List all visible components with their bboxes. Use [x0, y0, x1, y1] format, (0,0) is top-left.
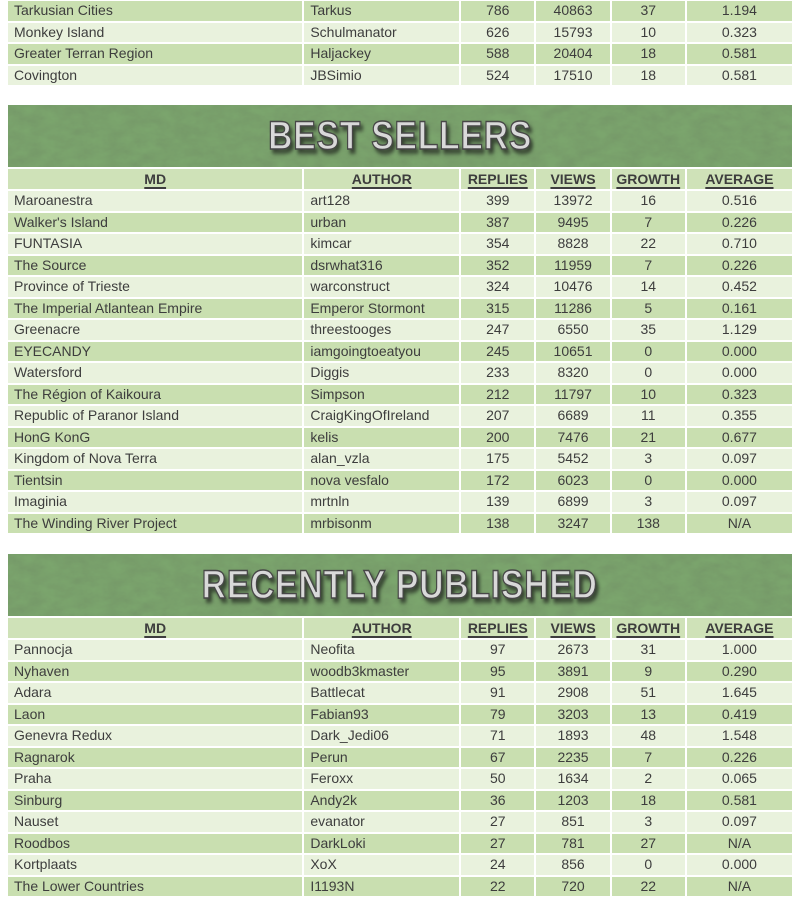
cell-md: The Région of Kaikoura — [8, 385, 304, 405]
cell-views: 20404 — [536, 44, 611, 64]
table-row — [8, 791, 792, 813]
cell-average: N/A — [687, 834, 792, 854]
cell-views: 720 — [536, 877, 611, 897]
cell-md: Maroanestra — [8, 191, 304, 211]
cell-growth: 22 — [612, 877, 687, 897]
cell-author: Perun — [304, 748, 461, 768]
best-sellers-body — [8, 191, 792, 535]
cell-average: 0.000 — [687, 363, 792, 383]
cell-average: 0.323 — [687, 23, 792, 43]
cell-growth: 35 — [612, 320, 687, 340]
cell-md: HonG KonG — [8, 428, 304, 448]
cell-replies: 95 — [461, 662, 536, 682]
cell-author: Battlecat — [304, 683, 461, 703]
cell-views: 2673 — [536, 640, 611, 660]
cell-replies: 588 — [461, 44, 536, 64]
table-row — [8, 234, 792, 256]
cell-growth: 3 — [612, 449, 687, 469]
table-row — [8, 320, 792, 342]
column-header-views: VIEWS — [536, 618, 611, 638]
cell-average: 0.000 — [687, 855, 792, 875]
cell-md: Imaginia — [8, 492, 304, 512]
cell-views: 40863 — [536, 1, 611, 21]
cell-growth: 3 — [612, 812, 687, 832]
cell-average: N/A — [687, 514, 792, 534]
cell-views: 6023 — [536, 471, 611, 491]
column-header-views: VIEWS — [536, 169, 611, 189]
table-row — [8, 66, 792, 88]
cell-views: 1203 — [536, 791, 611, 811]
cell-average: 0.355 — [687, 406, 792, 426]
table-row — [8, 726, 792, 748]
table-row — [8, 705, 792, 727]
table-row — [8, 683, 792, 705]
cell-md: The Source — [8, 256, 304, 276]
cell-average: 0.000 — [687, 342, 792, 362]
cell-md: Nyhaven — [8, 662, 304, 682]
column-header-growth: GROWTH — [612, 169, 687, 189]
cell-views: 6899 — [536, 492, 611, 512]
cell-replies: 245 — [461, 342, 536, 362]
cell-md: Nauset — [8, 812, 304, 832]
cell-growth: 11 — [612, 406, 687, 426]
cell-growth: 31 — [612, 640, 687, 660]
cell-average: 0.065 — [687, 769, 792, 789]
cell-replies: 24 — [461, 855, 536, 875]
best-sellers-header-row — [8, 169, 792, 191]
recently-published-body — [8, 640, 792, 898]
cell-md: Roodbos — [8, 834, 304, 854]
section-recently-published — [8, 554, 792, 898]
cell-views: 6550 — [536, 320, 611, 340]
cell-growth: 10 — [612, 23, 687, 43]
cell-author: iamgoingtoeatyou — [304, 342, 461, 362]
cell-author: Dark_Jedi06 — [304, 726, 461, 746]
cell-author: kelis — [304, 428, 461, 448]
table-row — [8, 1, 792, 23]
cell-average: N/A — [687, 877, 792, 897]
cell-author: kimcar — [304, 234, 461, 254]
cell-replies: 212 — [461, 385, 536, 405]
cell-md: Greater Terran Region — [8, 44, 304, 64]
cell-views: 7476 — [536, 428, 611, 448]
table-row — [8, 834, 792, 856]
cell-author: Fabian93 — [304, 705, 461, 725]
cell-replies: 399 — [461, 191, 536, 211]
cell-average: 1.645 — [687, 683, 792, 703]
cell-average: 0.323 — [687, 385, 792, 405]
cell-average: 0.290 — [687, 662, 792, 682]
cell-growth: 5 — [612, 299, 687, 319]
cell-author: Emperor Stormont — [304, 299, 461, 319]
cell-author: Haljackey — [304, 44, 461, 64]
cell-md: The Lower Countries — [8, 877, 304, 897]
table-row — [8, 385, 792, 407]
cell-views: 856 — [536, 855, 611, 875]
cell-author: alan_vzla — [304, 449, 461, 469]
cell-views: 781 — [536, 834, 611, 854]
table-row — [8, 44, 792, 66]
cell-growth: 10 — [612, 385, 687, 405]
top-table-body — [8, 1, 792, 87]
cell-growth: 21 — [612, 428, 687, 448]
cell-views: 1634 — [536, 769, 611, 789]
cell-md: FUNTASIA — [8, 234, 304, 254]
cell-average: 0.097 — [687, 449, 792, 469]
cell-author: CraigKingOfIreland — [304, 406, 461, 426]
column-header-growth: GROWTH — [612, 618, 687, 638]
cell-md: Kingdom of Nova Terra — [8, 449, 304, 469]
cell-replies: 22 — [461, 877, 536, 897]
column-header-author: AUTHOR — [304, 618, 461, 638]
cell-growth: 7 — [612, 213, 687, 233]
cell-replies: 247 — [461, 320, 536, 340]
cell-author: mrtnln — [304, 492, 461, 512]
cell-growth: 0 — [612, 471, 687, 491]
column-header-author: AUTHOR — [304, 169, 461, 189]
recently-published-banner — [8, 554, 792, 616]
cell-views: 2908 — [536, 683, 611, 703]
table-row — [8, 428, 792, 450]
cell-views: 851 — [536, 812, 611, 832]
cell-author: Andy2k — [304, 791, 461, 811]
cell-author: nova vesfalo — [304, 471, 461, 491]
cell-replies: 354 — [461, 234, 536, 254]
table-row — [8, 191, 792, 213]
cell-author: urban — [304, 213, 461, 233]
cell-growth: 7 — [612, 748, 687, 768]
cell-author: Diggis — [304, 363, 461, 383]
table-row — [8, 514, 792, 536]
table-row — [8, 342, 792, 364]
cell-md: Pannocja — [8, 640, 304, 660]
cell-average: 1.548 — [687, 726, 792, 746]
cell-md: Laon — [8, 705, 304, 725]
cell-replies: 91 — [461, 683, 536, 703]
cell-md: The Imperial Atlantean Empire — [8, 299, 304, 319]
cell-author: Feroxx — [304, 769, 461, 789]
cell-average: 0.097 — [687, 812, 792, 832]
cell-author: XoX — [304, 855, 461, 875]
cell-author: DarkLoki — [304, 834, 461, 854]
cell-replies: 50 — [461, 769, 536, 789]
cell-md: Monkey Island — [8, 23, 304, 43]
cell-replies: 387 — [461, 213, 536, 233]
cell-md: Sinburg — [8, 791, 304, 811]
cell-views: 11286 — [536, 299, 611, 319]
cell-growth: 0 — [612, 855, 687, 875]
cell-replies: 172 — [461, 471, 536, 491]
column-header-replies: REPLIES — [461, 618, 536, 638]
cell-growth: 0 — [612, 342, 687, 362]
cell-views: 11959 — [536, 256, 611, 276]
table-row — [8, 449, 792, 471]
cell-md: Greenacre — [8, 320, 304, 340]
cell-md: EYECANDY — [8, 342, 304, 362]
cell-author: Neofita — [304, 640, 461, 660]
cell-md: Tientsin — [8, 471, 304, 491]
cell-views: 3891 — [536, 662, 611, 682]
cell-growth: 48 — [612, 726, 687, 746]
cell-replies: 626 — [461, 23, 536, 43]
cell-growth: 13 — [612, 705, 687, 725]
cell-average: 0.226 — [687, 748, 792, 768]
cell-average: 0.581 — [687, 44, 792, 64]
table-row — [8, 640, 792, 662]
cell-replies: 27 — [461, 834, 536, 854]
cell-md: Adara — [8, 683, 304, 703]
cell-replies: 352 — [461, 256, 536, 276]
cell-author: dsrwhat316 — [304, 256, 461, 276]
cell-growth: 18 — [612, 66, 687, 86]
column-header-average: AVERAGE — [687, 618, 792, 638]
cell-author: mrbisonm — [304, 514, 461, 534]
cell-average: 1.000 — [687, 640, 792, 660]
cell-average: 0.226 — [687, 256, 792, 276]
cell-replies: 175 — [461, 449, 536, 469]
top-table-partial — [8, 1, 792, 87]
cell-author: Tarkus — [304, 1, 461, 21]
cell-md: Walker's Island — [8, 213, 304, 233]
cell-growth: 18 — [612, 791, 687, 811]
cell-average: 0.581 — [687, 66, 792, 86]
cell-growth: 51 — [612, 683, 687, 703]
cell-replies: 139 — [461, 492, 536, 512]
best-sellers-banner — [8, 105, 792, 167]
table-row — [8, 769, 792, 791]
table-row — [8, 299, 792, 321]
cell-average: 0.710 — [687, 234, 792, 254]
table-row — [8, 406, 792, 428]
cell-average: 1.194 — [687, 1, 792, 21]
cell-md: Republic of Paranor Island — [8, 406, 304, 426]
cell-replies: 233 — [461, 363, 536, 383]
cell-md: Watersford — [8, 363, 304, 383]
cell-growth: 2 — [612, 769, 687, 789]
cell-views: 1893 — [536, 726, 611, 746]
cell-growth: 14 — [612, 277, 687, 297]
cell-author: woodb3kmaster — [304, 662, 461, 682]
cell-views: 10476 — [536, 277, 611, 297]
column-header-md: MD — [8, 169, 304, 189]
column-header-md: MD — [8, 618, 304, 638]
cell-views: 3203 — [536, 705, 611, 725]
cell-average: 0.581 — [687, 791, 792, 811]
cell-views: 5452 — [536, 449, 611, 469]
cell-md: Genevra Redux — [8, 726, 304, 746]
cell-replies: 67 — [461, 748, 536, 768]
cell-average: 0.161 — [687, 299, 792, 319]
table-row — [8, 492, 792, 514]
cell-growth: 16 — [612, 191, 687, 211]
cell-growth: 22 — [612, 234, 687, 254]
table-row — [8, 877, 792, 898]
cell-author: JBSimio — [304, 66, 461, 86]
cell-replies: 324 — [461, 277, 536, 297]
cell-growth: 7 — [612, 256, 687, 276]
section-best-sellers — [8, 105, 792, 535]
cell-growth: 37 — [612, 1, 687, 21]
cell-growth: 3 — [612, 492, 687, 512]
recently-published-header-row — [8, 618, 792, 640]
cell-replies: 79 — [461, 705, 536, 725]
cell-replies: 71 — [461, 726, 536, 746]
cell-average: 0.516 — [687, 191, 792, 211]
table-row — [8, 471, 792, 493]
column-header-replies: REPLIES — [461, 169, 536, 189]
cell-author: warconstruct — [304, 277, 461, 297]
cell-replies: 27 — [461, 812, 536, 832]
cell-md: Province of Trieste — [8, 277, 304, 297]
cell-replies: 97 — [461, 640, 536, 660]
cell-average: 0.452 — [687, 277, 792, 297]
cell-replies: 315 — [461, 299, 536, 319]
cell-author: evanator — [304, 812, 461, 832]
cell-growth: 27 — [612, 834, 687, 854]
column-header-average: AVERAGE — [687, 169, 792, 189]
table-row — [8, 662, 792, 684]
cell-average: 0.000 — [687, 471, 792, 491]
table-row — [8, 855, 792, 877]
cell-md: Covington — [8, 66, 304, 86]
cell-views: 9495 — [536, 213, 611, 233]
cell-replies: 207 — [461, 406, 536, 426]
cell-author: threestooges — [304, 320, 461, 340]
cell-author: Simpson — [304, 385, 461, 405]
cell-replies: 786 — [461, 1, 536, 21]
cell-views: 11797 — [536, 385, 611, 405]
table-row — [8, 23, 792, 45]
cell-author: art128 — [304, 191, 461, 211]
cell-replies: 200 — [461, 428, 536, 448]
cell-average: 0.677 — [687, 428, 792, 448]
cell-growth: 9 — [612, 662, 687, 682]
cell-views: 10651 — [536, 342, 611, 362]
cell-md: The Winding River Project — [8, 514, 304, 534]
cell-replies: 138 — [461, 514, 536, 534]
cell-average: 0.097 — [687, 492, 792, 512]
cell-average: 0.226 — [687, 213, 792, 233]
cell-growth: 0 — [612, 363, 687, 383]
table-row — [8, 277, 792, 299]
cell-author: I1193N — [304, 877, 461, 897]
table-row — [8, 812, 792, 834]
cell-views: 15793 — [536, 23, 611, 43]
cell-views: 13972 — [536, 191, 611, 211]
cell-views: 8828 — [536, 234, 611, 254]
cell-md: Kortplaats — [8, 855, 304, 875]
cell-views: 6689 — [536, 406, 611, 426]
cell-md: Ragnarok — [8, 748, 304, 768]
cell-growth: 18 — [612, 44, 687, 64]
table-row — [8, 748, 792, 770]
table-row — [8, 213, 792, 235]
cell-views: 3247 — [536, 514, 611, 534]
cell-growth: 138 — [612, 514, 687, 534]
section-title-best-sellers: BEST SELLERS — [268, 114, 532, 159]
section-title-recently-published: RECENTLY PUBLISHED — [202, 563, 598, 608]
cell-average: 0.419 — [687, 705, 792, 725]
table-row — [8, 256, 792, 278]
cell-md: Tarkusian Cities — [8, 1, 304, 21]
cell-md: Praha — [8, 769, 304, 789]
cell-replies: 36 — [461, 791, 536, 811]
cell-views: 2235 — [536, 748, 611, 768]
cell-views: 8320 — [536, 363, 611, 383]
cell-author: Schulmanator — [304, 23, 461, 43]
cell-replies: 524 — [461, 66, 536, 86]
table-row — [8, 363, 792, 385]
cell-views: 17510 — [536, 66, 611, 86]
cell-average: 1.129 — [687, 320, 792, 340]
